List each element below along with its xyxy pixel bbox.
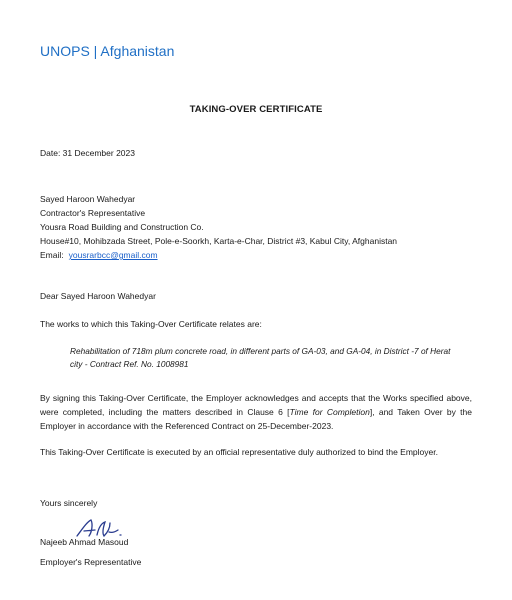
works-description: Rehabilitation of 718m plum concrete road, in different parts of GA-03, and GA-04, in District -7 of Herat city - Contract Ref. No. 1008981 [70,346,451,369]
email-label: Email: [40,250,64,260]
intro-text: The works to which this Taking-Over Certificate relates are: [40,319,262,329]
salutation: Dear Sayed Haroon Wahedyar [40,291,156,301]
recipient-email-line [40,249,158,262]
org-header: UNOPS | Afghanistan [40,43,175,59]
certificate-title: TAKING-OVER CERTIFICATE [189,104,323,115]
recipient-address: House#10, Mohibzada Street, Pole-e-Soorkh, Karta-e-Char, District #3, Kabul City, Afghanistan [40,236,398,246]
email-link[interactable]: yousrarbcc@gmail.com [68,250,158,260]
recipient-company: Yousra Road Building and Construction Co. [40,222,204,232]
recipient-name: Sayed Haroon Wahedyar [40,194,136,204]
execution-statement: This Taking-Over Certificate is executed by an official representative duly authorized to bind the Employer. [40,447,438,457]
clause-title: Time for Completion [289,406,370,417]
signatory-role: Employer's Representative [40,557,142,567]
signatory-name: Najeeb Ahmad Masoud [40,537,129,547]
acknowledgement-after: ], and Taken Over by the Employer in accordance with the Referenced Contract on 25-December-2023. [40,406,472,431]
recipient-role: Contractor's Representative [40,208,146,218]
acknowledgement-paragraph [40,392,472,433]
closing: Yours sincerely [40,498,98,508]
acknowledgement-before: By signing this Taking-Over Certificate, the Employer acknowledges and accepts that the Works specified above, were completed, including the matters described in Clause 6 [ [40,393,472,417]
certificate-date: Date: 31 December 2023 [40,148,135,158]
